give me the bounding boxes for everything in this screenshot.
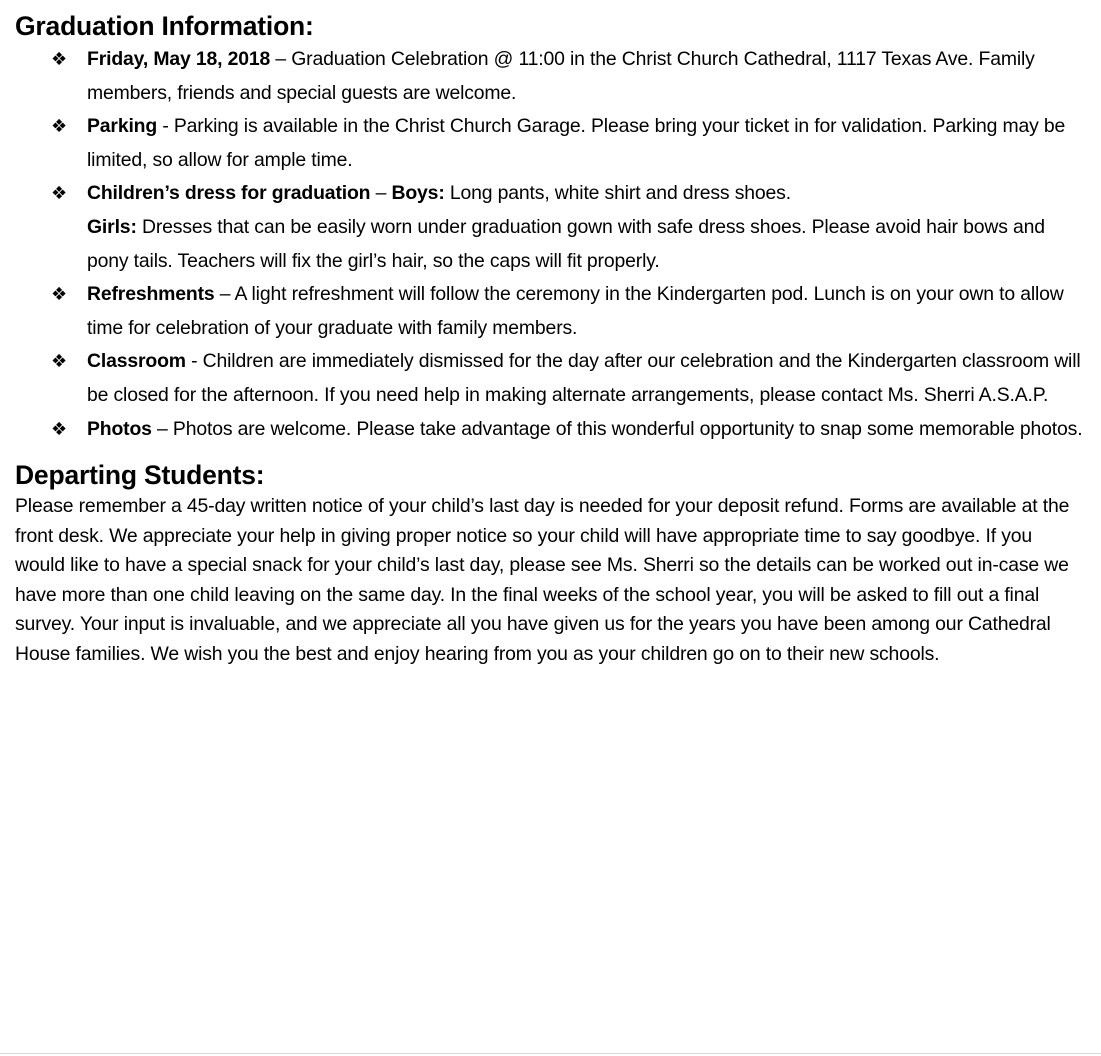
item-text: – Photos are welcome. Please take advantage of this wonderful opportunity to snap some memorable photos. xyxy=(151,417,1083,440)
section-spacer xyxy=(15,446,1087,459)
page-bottom-divider xyxy=(0,1053,1101,1054)
list-item-parking xyxy=(15,110,1087,177)
item-label: Refreshments xyxy=(87,283,215,306)
list-item-dress xyxy=(15,177,1087,278)
item-text: - Parking is available in the Christ Church Garage. Please bring your ticket in for validation. Parking may be limited, so allow for ample time. xyxy=(87,115,1066,171)
item-label: Friday, May 18, 2018 xyxy=(87,48,271,70)
item-label: Parking xyxy=(87,115,158,138)
item-label: Classroom xyxy=(87,350,186,373)
boys-label: Boys: xyxy=(391,182,445,205)
diamond-bullet-icon: ❖ xyxy=(51,183,67,204)
list-item-date xyxy=(15,43,1087,110)
departing-paragraph: Please remember a 45-day written notice of your child’s last day is needed for your deposit refund. Forms are available at the front desk. We appreciate your help in giving proper notice so your child will have appropriate time to say goodbye. If you would like to have a special snack for your child’s last day, please see Ms. Sherri so the details can be worked out in-case we have more than one child leaving on the same day. In the final weeks of the school year, you will be asked to fill out a final survey. Your input is invaluable, and we appreciate all you have given us for the years you have been among our Cathedral House families. We wish you the best and enjoy hearing from you as your children go on to their new schools. xyxy=(15,495,1070,665)
diamond-bullet-icon: ❖ xyxy=(51,284,67,305)
list-item-classroom xyxy=(15,345,1087,412)
item-text: – Graduation Celebration @ 11:00 in the Christ Church Cathedral, 1117 Texas Ave. Family members, friends and special guests are welcome. xyxy=(87,48,1035,104)
diamond-bullet-icon: ❖ xyxy=(51,418,67,439)
girls-label: Girls: xyxy=(87,215,137,238)
diamond-bullet-icon: ❖ xyxy=(51,116,67,137)
graduation-info-list xyxy=(15,43,1087,446)
item-text: – A light refreshment will follow the ceremony in the Kindergarten pod. Lunch is on your own to allow time for celebration of your graduate with family members. xyxy=(87,283,1064,339)
item-separator: – xyxy=(370,182,392,205)
departing-heading: Departing Students: xyxy=(15,460,265,491)
boys-text: Long pants, white shirt and dress shoes. xyxy=(444,182,791,205)
list-item-photos xyxy=(15,413,1087,447)
item-label: Photos xyxy=(87,417,152,440)
graduation-heading: Graduation Information: xyxy=(15,11,314,41)
diamond-bullet-icon: ❖ xyxy=(51,49,67,69)
item-text: - Children are immediately dismissed for the day after our celebration and the Kindergarten classroom will be closed for the afternoon. If you need help in making alternate arrangements, please contact Ms. Sherri A.S.A.P. xyxy=(87,350,1081,406)
item-label: Children’s dress for graduation xyxy=(87,182,371,205)
diamond-bullet-icon: ❖ xyxy=(51,351,67,372)
girls-text: Dresses that can be easily worn under graduation gown with safe dress shoes. Please avoid hair bows and pony tails. Teachers will fix the girl’s hair, so the caps will fit properly. xyxy=(87,215,1045,272)
list-item-refreshments xyxy=(15,278,1087,345)
